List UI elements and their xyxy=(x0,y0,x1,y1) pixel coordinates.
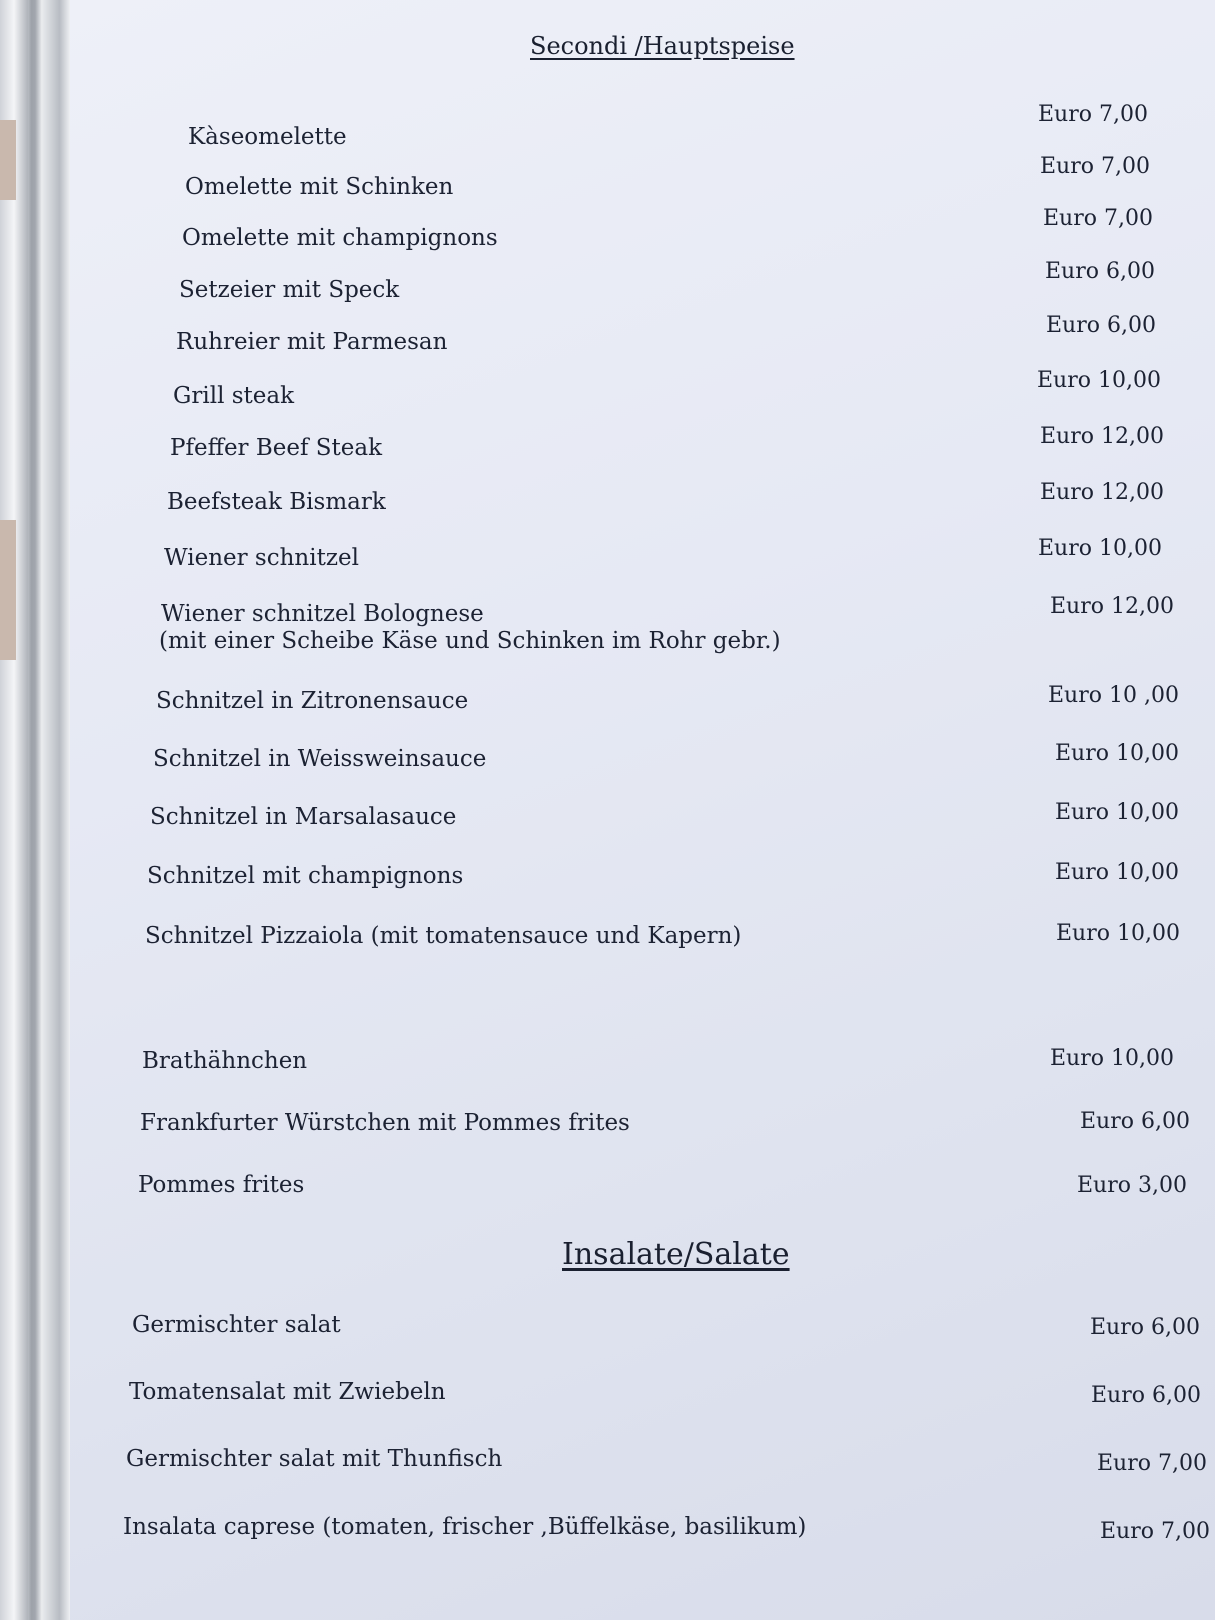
menu-item-name: Setzeier mit Speck xyxy=(179,277,400,303)
menu-item-price: Euro 6,00 xyxy=(1090,1315,1200,1340)
menu-item-price: Euro 7,00 xyxy=(1100,1519,1210,1544)
menu-item-name: Frankfurter Würstchen mit Pommes frites xyxy=(140,1110,630,1136)
menu-item-name: Germischter salat xyxy=(132,1312,341,1338)
binder-edge-mark xyxy=(0,120,16,200)
menu-item-price: Euro 10,00 xyxy=(1038,536,1162,561)
menu-item-note: (mit einer Scheibe Käse und Schinken im Rohr gebr.) xyxy=(159,628,781,654)
menu-item-price: Euro 10,00 xyxy=(1055,741,1179,766)
menu-item-name: Omelette mit Schinken xyxy=(185,174,454,200)
menu-item-name: Pommes frites xyxy=(138,1172,305,1198)
binder-ring xyxy=(0,0,70,1620)
menu-item-price: Euro 6,00 xyxy=(1046,313,1156,338)
menu-item-price: Euro 12,00 xyxy=(1040,480,1164,505)
menu-item-price: Euro 12,00 xyxy=(1050,594,1174,619)
menu-item-name: Kàseomelette xyxy=(188,124,347,150)
menu-item-price: Euro 6,00 xyxy=(1080,1109,1190,1134)
menu-item-name: Grill steak xyxy=(173,383,295,409)
menu-item-price: Euro 10,00 xyxy=(1055,800,1179,825)
menu-item-name: Omelette mit champignons xyxy=(182,225,498,251)
section-title-salate: Insalate/Salate xyxy=(562,1237,790,1272)
menu-item-price: Euro 7,00 xyxy=(1043,206,1153,231)
menu-item-name: Beefsteak Bismark xyxy=(167,489,386,515)
menu-item-name: Schnitzel Pizzaiola (mit tomatensauce und Kapern) xyxy=(145,923,742,949)
menu-item-price: Euro 10,00 xyxy=(1050,1046,1174,1071)
menu-item-name: Ruhreier mit Parmesan xyxy=(176,329,448,355)
menu-item-name: Schnitzel in Zitronensauce xyxy=(156,688,469,714)
menu-item-name: Schnitzel in Marsalasauce xyxy=(150,804,457,830)
menu-item-name: Insalata caprese (tomaten, frischer ,Büffelkäse, basilikum) xyxy=(123,1514,807,1540)
section-title-hauptspeise: Secondi /Hauptspeise xyxy=(530,32,795,60)
menu-item-price: Euro 6,00 xyxy=(1091,1383,1201,1408)
menu-item-price: Euro 7,00 xyxy=(1038,102,1148,127)
menu-item-name: Pfeffer Beef Steak xyxy=(170,435,383,461)
menu-item-price: Euro 10 ,00 xyxy=(1048,683,1179,708)
menu-item-price: Euro 7,00 xyxy=(1040,154,1150,179)
menu-item-name: Schnitzel in Weissweinsauce xyxy=(153,746,487,772)
menu-item-price: Euro 12,00 xyxy=(1040,424,1164,449)
menu-item-name: Wiener schnitzel Bolognese xyxy=(161,601,484,627)
menu-item-price: Euro 10,00 xyxy=(1056,921,1180,946)
menu-item-name: Tomatensalat mit Zwiebeln xyxy=(129,1379,446,1405)
binder-edge-mark xyxy=(0,520,16,660)
menu-item-price: Euro 10,00 xyxy=(1037,368,1161,393)
menu-item-name: Brathähnchen xyxy=(142,1048,308,1074)
menu-item-name: Wiener schnitzel xyxy=(164,545,359,571)
menu-item-price: Euro 7,00 xyxy=(1097,1451,1207,1476)
menu-item-price: Euro 6,00 xyxy=(1045,259,1155,284)
menu-item-price: Euro 10,00 xyxy=(1055,860,1179,885)
menu-item-name: Germischter salat mit Thunfisch xyxy=(126,1446,503,1472)
menu-item-name: Schnitzel mit champignons xyxy=(147,863,464,889)
menu-page xyxy=(70,0,1215,1620)
menu-item-price: Euro 3,00 xyxy=(1077,1173,1187,1198)
